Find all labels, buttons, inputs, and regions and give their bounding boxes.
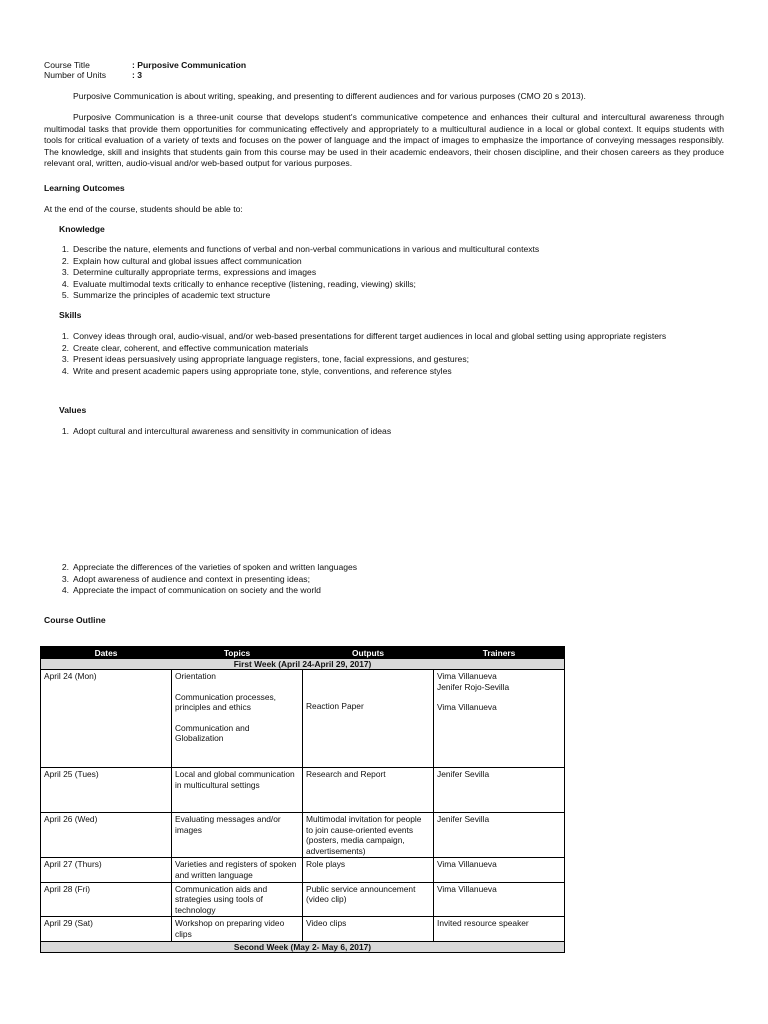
cell-line: Varieties and registers of spoken and written language [175,859,297,880]
course-outline-heading: Course Outline [44,615,106,625]
list-item [44,279,539,291]
table-row [41,882,565,917]
knowledge-list [44,244,539,302]
list-item-text: Describe the nature, elements and functions of verbal and non-verbal communications in various and multicultural contexts [73,244,540,254]
list-item-number: 5. [61,290,69,301]
cell-line: Evaluating messages and/or images [175,814,281,835]
trainers-cell [434,768,565,813]
trainers-cell [434,670,565,768]
date-cell: April 27 (Thurs) [41,858,172,882]
cell-line: Reaction Paper [306,701,364,711]
table-row [41,768,565,813]
outputs-cell [303,917,434,941]
knowledge-heading: Knowledge [59,224,105,234]
trainers-cell [434,882,565,917]
cell-line: Jenifer Sevilla [437,814,490,824]
list-item-text: Adopt awareness of audience and context in presenting ideas; [73,573,310,584]
units-row [44,70,142,80]
column-header-topics: Topics [172,647,303,659]
cell-line: Communication processes, principles and ethics [175,691,277,713]
list-item [44,354,666,366]
cell-line: Vima Villanueva [437,883,497,894]
topics-cell [172,858,303,882]
list-item [44,574,357,586]
values-heading: Values [59,405,87,415]
list-item [44,562,357,574]
cell-line: Role plays [306,859,346,870]
list-item [44,366,666,378]
date-cell: April 29 (Sat) [41,917,172,941]
cell-line: Invited resource speaker [437,918,529,929]
table-row [41,670,565,768]
list-item-number: 2. [61,255,69,266]
list-item [44,343,666,355]
trainers-cell [434,813,565,858]
outputs-cell [303,670,434,768]
column-header-trainers: Trainers [434,647,565,659]
outputs-cell [303,768,434,813]
list-item-text: Explain how cultural and global issues affect communication [73,255,302,266]
course-title-value: : Purposive Communication [132,60,247,70]
column-header-outputs: Outputs [303,647,434,659]
list-item [44,426,391,438]
outputs-cell [303,882,434,917]
cell-line [306,691,430,701]
list-item-text: Adopt cultural and intercultural awareness and sensitivity in communication of ideas [73,426,392,436]
list-item [44,331,666,343]
topics-cell [172,670,303,768]
list-item-number: 4. [61,278,69,289]
cell-line: Public service announcement (video clip) [306,883,416,905]
list-item-number: 3. [61,573,69,584]
week-label-second: Second Week (May 2- May 6, 2017) [41,941,565,952]
list-item [44,244,539,256]
topics-cell [172,882,303,917]
cell-line: Vima Villanueva [437,702,497,713]
course-outline-table [40,646,565,953]
list-item-text: Summarize the principles of academic text structure [73,290,271,301]
cell-line: Vima Villanueva [437,671,497,681]
cell-line: Local and global communication in multicultural settings [175,769,295,790]
cell-line [175,713,299,723]
list-item [44,290,539,302]
list-item-number: 1. [61,331,69,341]
outputs-cell [303,813,434,858]
topics-cell [172,768,303,813]
trainers-cell [434,858,565,882]
units-label: Number of Units [44,70,107,80]
table-row [41,917,565,941]
table-row [41,858,565,882]
skills-list [44,331,666,377]
course-title-label: Course Title [44,60,90,70]
course-title-row [44,60,246,70]
column-header-dates: Dates [41,647,172,659]
week-label-first: First Week (April 24-April 29, 2017) [41,659,565,670]
cell-line: Video clips [306,918,347,929]
date-cell: April 28 (Fri) [41,882,172,917]
topics-cell [172,917,303,941]
list-item-number: 3. [61,354,69,365]
cell-line: Jenifer Sevilla [437,769,490,779]
cell-line: Orientation [175,671,216,681]
table-header-row [41,647,565,659]
list-item-number: 3. [61,267,69,278]
list-item-number: 4. [61,365,69,376]
cell-line: Research and Report [306,769,386,779]
list-item-number: 1. [61,426,69,436]
list-item-text: Convey ideas through oral, audio-visual, and/or web-based presentations for different target audiences in local and global setting using appropriate registers [73,331,667,341]
date-cell: April 26 (Wed) [41,813,172,858]
list-item-text: Evaluate multimodal texts critically to enhance receptive (listening, reading, viewing) skills; [73,278,416,289]
intro-paragraph-2: Purposive Communication is a three-unit course that develops student's communicative competence and enhances their cultural and intercultural awareness through multimodal tasks that provide them opportunities for communicating effectively and appropriately to a multicultural audience in a local or global context. It equips students with tools for critical evaluation of a variety of texts and focuses on the power of language and the impact of images to emphasize the importance of conveying messages responsibly. The knowledge, skill and insights that students gain from this course may be used in their academic endeavors, their chosen discipline, and their chosen careers as they produce relevant oral, written, audio-visual and/or web-based output for various purposes. [44,112,724,169]
cell-line: Communication and Globalization [175,722,250,744]
list-item [44,267,539,279]
list-item-text: Appreciate the differences of the varieties of spoken and written languages [73,562,358,572]
list-item-number: 4. [61,585,69,596]
cell-line [306,681,430,691]
list-item-number: 2. [61,562,69,572]
list-item [44,256,539,268]
cell-line [306,671,430,681]
cell-line: Vima Villanueva [437,859,497,870]
cell-line: Workshop on preparing video clips [175,918,285,939]
week-row [41,659,565,670]
topics-cell [172,813,303,858]
list-item-number: 1. [61,244,69,254]
table-row [41,813,565,858]
outputs-cell [303,858,434,882]
cell-line: Jenifer Rojo-Sevilla [437,681,510,692]
list-item-text: Determine culturally appropriate terms, expressions and images [73,267,317,278]
trainers-cell [434,917,565,941]
intro-paragraph-1: Purposive Communication is about writing, speaking, and presenting to different audiences and for various purposes (CMO 20 s 2013). [73,91,586,101]
list-item-text: Write and present academic papers using appropriate tone, style, conventions, and reference styles [73,365,452,376]
learning-outcomes-heading: Learning Outcomes [44,183,125,193]
date-cell: April 24 (Mon) [41,670,172,768]
values-list-part-2 [44,562,357,597]
list-item-number: 2. [61,342,69,353]
cell-line: Multimodal invitation for people to join cause-oriented events (posters, media campaign, advertisements) [306,814,422,856]
date-cell: April 25 (Tues) [41,768,172,813]
list-item [44,585,357,597]
values-list-part-1 [44,426,391,438]
week-row [41,941,565,952]
units-value: : 3 [132,70,143,80]
list-item-text: Create clear, coherent, and effective communication materials [73,342,309,353]
cell-line [175,682,299,692]
outcomes-lead: At the end of the course, students should be able to: [44,204,243,214]
cell-line: Communication aids and strategies using tools of technology [175,883,268,915]
cell-line [437,692,561,702]
list-item-text: Appreciate the impact of communication on society and the world [73,585,321,596]
skills-heading: Skills [59,310,82,320]
list-item-text: Present ideas persuasively using appropriate language registers, tone, facial expressions, and gestures; [73,354,470,365]
